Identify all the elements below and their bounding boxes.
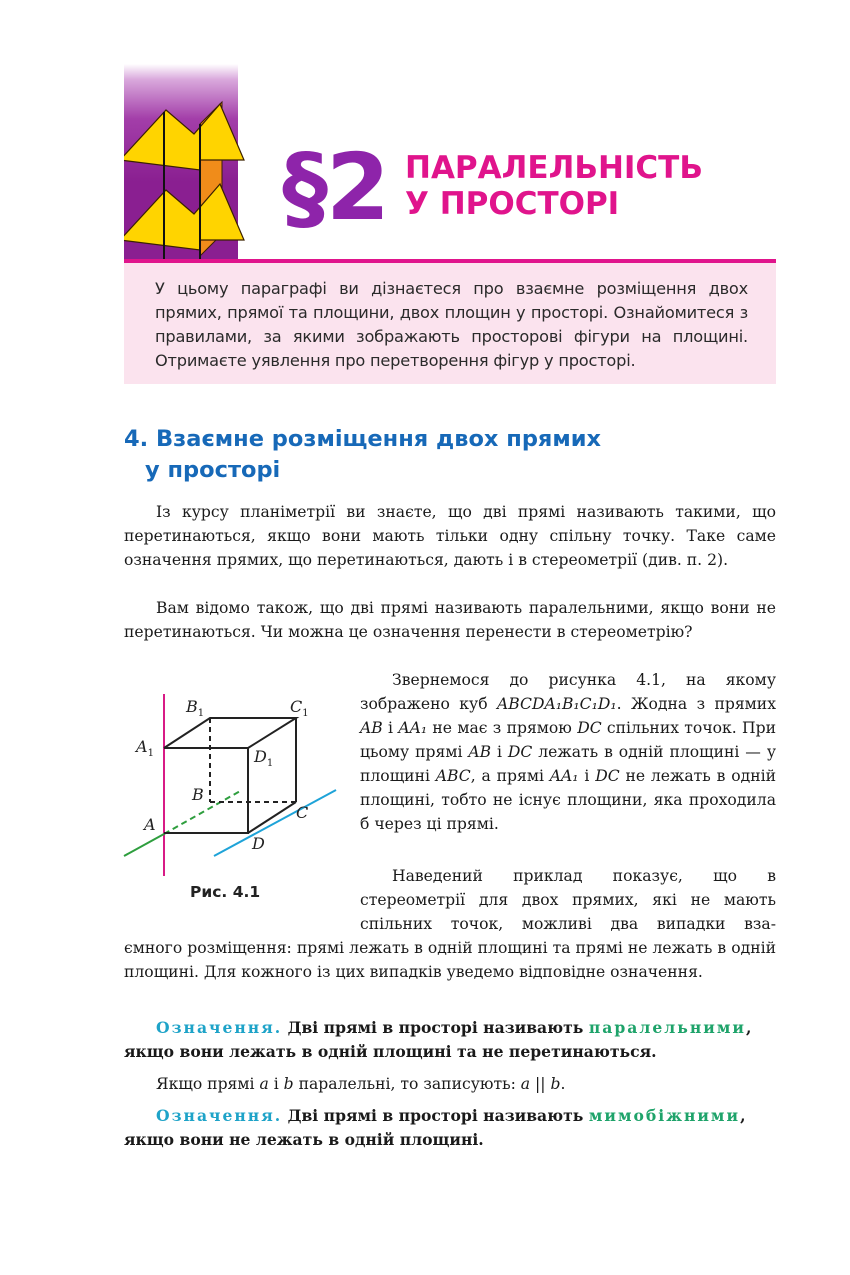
label-C: C	[296, 803, 309, 822]
notation-note: Якщо прямі a і b паралельні, то записують: a || b.	[156, 1075, 566, 1093]
definition-skew: Означення. Дві прямі в просторі називають мимобіжними, якщо вони не лежать в одній площині.	[124, 1106, 746, 1149]
subsection-heading	[124, 424, 601, 486]
section-title-line2: У ПРОСТОРІ	[405, 186, 620, 222]
label-C1: $C_1$	[290, 697, 309, 719]
heading-line2: у просторі	[145, 457, 281, 483]
label-A1: $A_1$	[136, 737, 154, 759]
label-B1: $B_1$	[186, 697, 205, 719]
figure-caption: Рис. 4.1	[190, 883, 261, 901]
label-D: D	[252, 834, 265, 853]
paragraph-1: Із курсу планіметрії ви знаєте, що дві прямі називають такими, що перетинаються, якщо вони мають тільки одну спільну точку. Таке саме означення прямих, що перетинаються, дають і в стереометрії (див. п. 2).	[124, 503, 776, 569]
label-A: A	[144, 815, 156, 834]
chapter-banner	[124, 64, 238, 260]
paragraph-4-rest: ємного розміщення: прямі лежать в одній площині та прямі не лежать в одній площині. Для кожного із цих випадків уведемо відповідне означення.	[124, 939, 776, 981]
parallel-planes-icon	[124, 64, 248, 260]
heading-line1: 4. Взаємне розміщення двох прямих	[124, 426, 602, 452]
section-title-line1: ПАРАЛЕЛЬНІСТЬ	[405, 150, 703, 186]
label-D1: $D_1$	[254, 747, 274, 769]
section-number: §2	[282, 134, 389, 241]
definition-parallel: Означення. Дві прямі в просторі називають паралельними, якщо вони лежать в одній площині та не перетинаються.	[124, 1018, 752, 1061]
label-B: B	[192, 785, 204, 804]
section-intro: У цьому параграфі ви дізнаєтеся про взаємне розміщення двох прямих, прямої та площини, двох площин у просторі. Ознайомитеся з правилами, за якими зображають просторові фігури на площині. Отримаєте уявлення про перетворення фігур у просторі.	[124, 263, 776, 384]
paragraph-4-top: Наведений приклад показує, що в стереометрії для двох прямих, які не мають спільних точок, можливі два випадки вза-	[360, 867, 776, 933]
definition-keyword-2: Означення.	[156, 1106, 283, 1125]
term-parallel: паралельними	[588, 1018, 746, 1037]
paragraph-3: Звернемося до рисунка 4.1, на якому зображено куб ABCDA₁B₁C₁D₁. Жодна з прямих AB і AA₁ не має з прямою DC спільних точок. При цьому прямі AB і DC лежать в одній площині — у площині ABC, а прямі AA₁ і DC не лежать в одній площині, тобто не існує площини, яка проходила б через ці прямі.	[360, 671, 776, 833]
figure-cube	[118, 690, 338, 880]
definition-keyword: Означення.	[156, 1018, 283, 1037]
term-skew: мимобіжними	[588, 1106, 741, 1125]
section-title	[405, 150, 703, 222]
paragraph-2: Вам відомо також, що дві прямі називають паралельними, якщо вони не перетинаються. Чи можна це означення перенести в стереометрію?	[124, 599, 776, 641]
